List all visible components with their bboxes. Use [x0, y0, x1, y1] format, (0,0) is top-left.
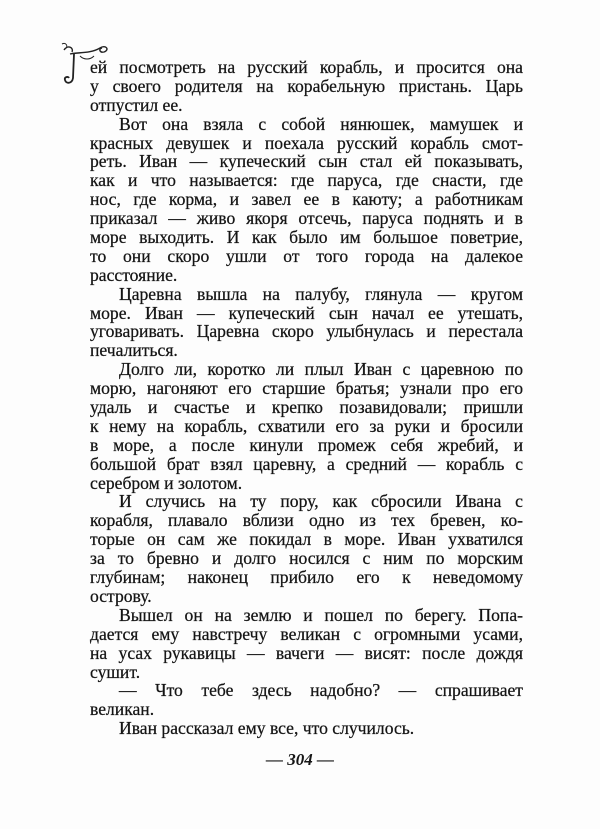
body-text: [90, 58, 523, 738]
text-line: море. Иван — купеческий сын начал ее утешать,: [90, 302, 523, 323]
text-line: Царевна вышла на палубу, глянула — кругом: [119, 283, 523, 304]
text-line: острову.: [90, 585, 152, 606]
text-line: как и что называется: где паруса, где снасти, где: [90, 170, 523, 191]
text-line: море выходить. И как было им большое поветрие,: [90, 227, 523, 248]
text-line: в море, а после кинули промеж себя жребий, и: [90, 434, 523, 455]
paragraph: [90, 360, 523, 492]
text-line: у своего родителя на корабельную пристань. Царь: [90, 75, 523, 96]
text-line: Вышел он на землю и пошел по берегу. Попа-: [119, 604, 523, 625]
text-line: печалиться.: [90, 340, 178, 361]
paragraph: [90, 681, 523, 719]
text-line: приказал — живо якоря отсечь, паруса поднять и в: [90, 208, 523, 229]
paragraph: [90, 719, 523, 738]
text-line: то они скоро ушли от того города на далекое: [90, 245, 523, 266]
text-line: нос, где корма, и завел ее в каюту; а работникам: [90, 189, 523, 210]
text-line: глубинам; наконец прибило его к неведомому: [90, 567, 523, 588]
text-line: Вот она взяла с собой нянюшек, мамушек и: [119, 113, 523, 134]
page-number: — 304 —: [266, 750, 334, 769]
text-line: большой брат взял царевну, а средний — корабль с: [90, 453, 523, 474]
text-line: расстояние.: [90, 264, 178, 285]
text-line: Долго ли, коротко ли плыл Иван с царевною по: [119, 359, 523, 380]
paragraph: [90, 285, 523, 361]
text-line: к нему на корабль, схватили его за руки и бросили: [90, 415, 523, 436]
text-line: красных девушек и поехала русский корабль смот-: [90, 132, 523, 153]
paragraph: [90, 58, 523, 115]
text-line: на усах рукавицы — вачеги — висят: после дождя: [90, 642, 523, 663]
text-line: ей посмотреть на русский корабль, и просится она: [90, 57, 523, 77]
paragraph: [90, 606, 523, 682]
text-line: И случись на ту пору, как сбросили Ивана с: [119, 491, 523, 512]
paragraph: [90, 115, 523, 285]
text-line: реть. Иван — купеческий сын стал ей показывать,: [90, 151, 523, 172]
text-line: отпустил ее.: [90, 94, 183, 115]
text-line: — Что тебе здесь надобно? — спрашивает: [119, 680, 523, 701]
text-line: сушит.: [90, 661, 141, 682]
text-line: дается ему навстречу великан с огромными усами,: [90, 623, 523, 644]
text-line: уговаривать. Царевна скоро улыбнулась и перестала: [90, 321, 523, 342]
text-line: корабля, плавало вблизи одно из тех бревен, ко-: [90, 510, 523, 531]
text-line: за то бревно и долго носился с ним по морским: [90, 548, 523, 569]
paragraph: [90, 492, 523, 605]
text-line: торые он сам же покидал в море. Иван ухватился: [90, 529, 523, 550]
text-line: серебром и золотом.: [90, 472, 243, 493]
text-line: Иван рассказал ему все, что случилось.: [119, 718, 415, 739]
text-line: морю, нагоняют его старшие братья; узнали про его: [90, 378, 523, 399]
text-line: великан.: [90, 699, 155, 720]
text-line: удаль и счастье и крепко позавидовали; пришли: [90, 397, 523, 418]
